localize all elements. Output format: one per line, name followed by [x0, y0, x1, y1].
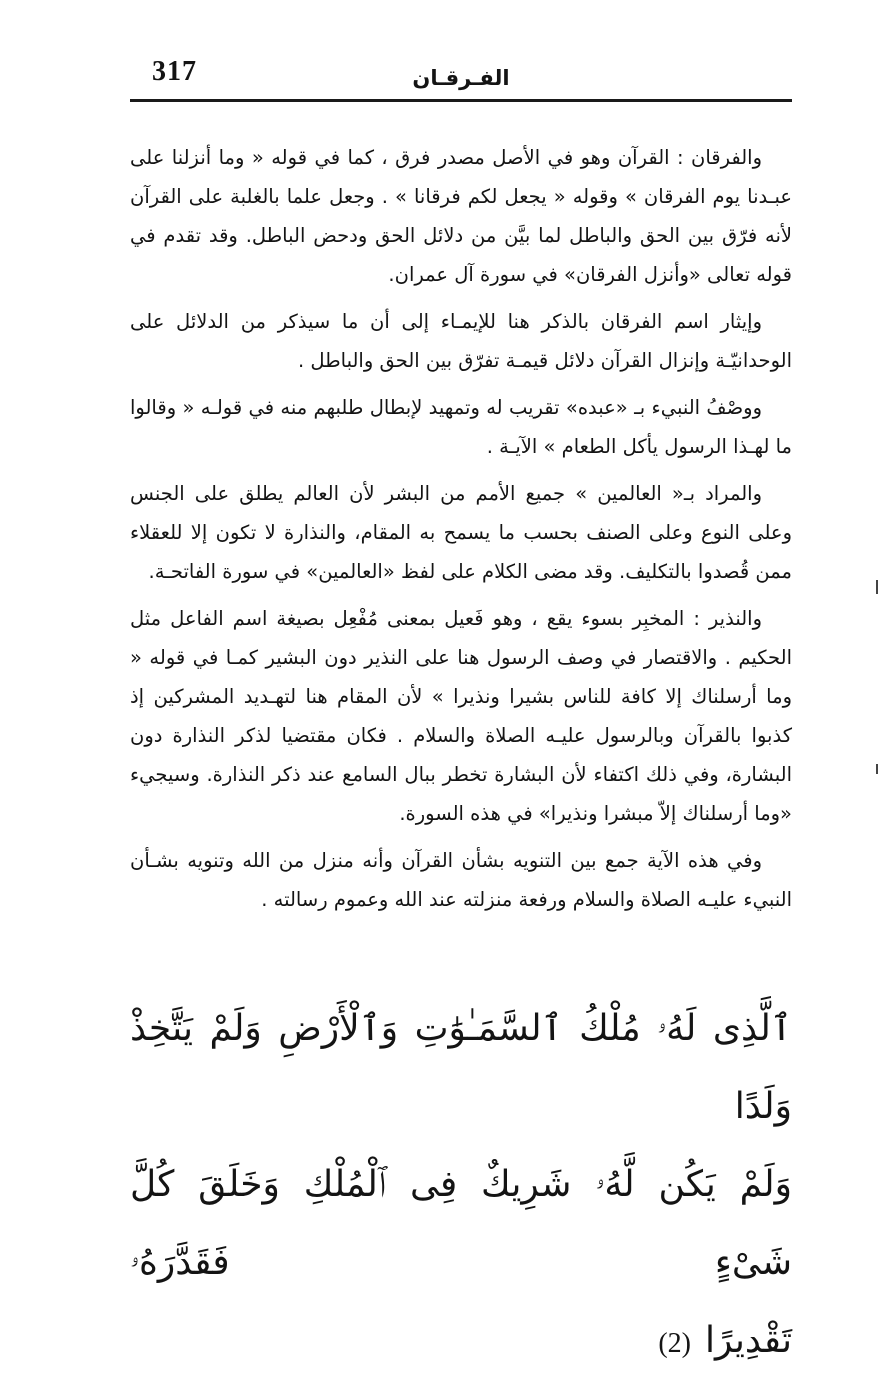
paragraph-nadhir-meaning: والنذير : المخبِر بسوء يقع ، وهو فَعيل بمعنى مُفْعِل بصيغة اسم الفاعل مثل الحكيم . والاقتصار في وصف الرسول هنا على النذير دون البشير كمـا في قوله « وما أرسلناك إلا كافة للناس بشيرا ونذيرا » لأن المقام هنا لتهـديد المشركين إذ كذبوا بالقرآن وبالرسول عليـه الصلاة والسلام . فكان مقتضيا لذكر النذارة دون البشارة، وفي ذلك اكتفاء لأن البشارة تخطر ببال السامع عند ذكر النذارة. وسيجيء «وما أرسلناك إلاّ مبشرا ونذيرا» في هذه السورة. [130, 607, 792, 825]
verse-line-3 [130, 1302, 792, 1383]
paragraph-servant-description: ووصْفُ النبيء بـ «عبده» تقريب له وتمهيد لإبطال طلبهم منه في قولـه « وقالوا ما لهـذا الرسول يأكل الطعام » الآيـة . [130, 396, 792, 458]
verse-line-2: وَلَمْ يَكُن لَّهُۥ شَرِيكٌ فِى ٱلْمُلْكِ وَخَلَقَ كُلَّ شَىْءٍ فَقَدَّرَهُۥ [130, 1164, 792, 1283]
margin-mark [876, 764, 878, 774]
verse-line-3-text: تَقْدِيرًا [704, 1320, 792, 1361]
quran-verse [130, 990, 792, 1383]
paragraph-verse-summary: وفي هذه الآية جمع بين التنويه بشأن القرآن وأنه منزل من الله وتنويه بشـأن النبيء عليـه الصلاة والسلام ورفعة منزلته عند الله وعموم رسالته . [130, 849, 792, 911]
verse-line-1: ٱلَّذِى لَهُۥ مُلْكُ ٱلسَّمَـٰوَٰتِ وَٱلْأَرْضِ وَلَمْ يَتَّخِذْ وَلَدًا [130, 1008, 792, 1127]
paragraph-alamin-meaning: والمراد بـ« العالمين » جميع الأمم من البشر لأن العالم يطلق على الجنس وعلى النوع وعلى الصنف بحسب ما يسمح به المقام، والنذارة لا تكون إلا للعقلاء ممن قُصدوا بالتكليف. وقد مضى الكلام على لفظ «العالمين» في سورة الفاتحـة. [130, 482, 792, 583]
page-header [130, 52, 792, 100]
header-rule [130, 99, 792, 102]
verse-number: (2) [658, 1328, 691, 1359]
paragraph-furqan-choice: وإيثار اسم الفرقان بالذكر هنا للإيمـاء إلى أن ما سيذكر من الدلائل على الوحدانيّـة وإنزال القرآن دلائل قيمـة تفرّق بين الحق والباطل . [130, 310, 792, 372]
margin-mark [876, 580, 878, 594]
running-title: الفـرقـان [412, 66, 510, 90]
commentary-body [130, 138, 792, 927]
paragraph-furqan-definition: والفرقان : القرآن وهو في الأصل مصدر فرق ، كما في قوله « وما أنزلنا على عبـدنا يوم الفرقان » وقوله « يجعل لكم فرقانا » . وجعل علما بالغلبة على القرآن لأنه فرّق بين الحق والباطل لما بيَّن من دلائل الحق ودحض الباطل. وقد تقدم في قوله تعالى «وأنزل الفرقان» في سورة آل عمران. [130, 146, 792, 286]
page-number: 317 [152, 56, 197, 87]
